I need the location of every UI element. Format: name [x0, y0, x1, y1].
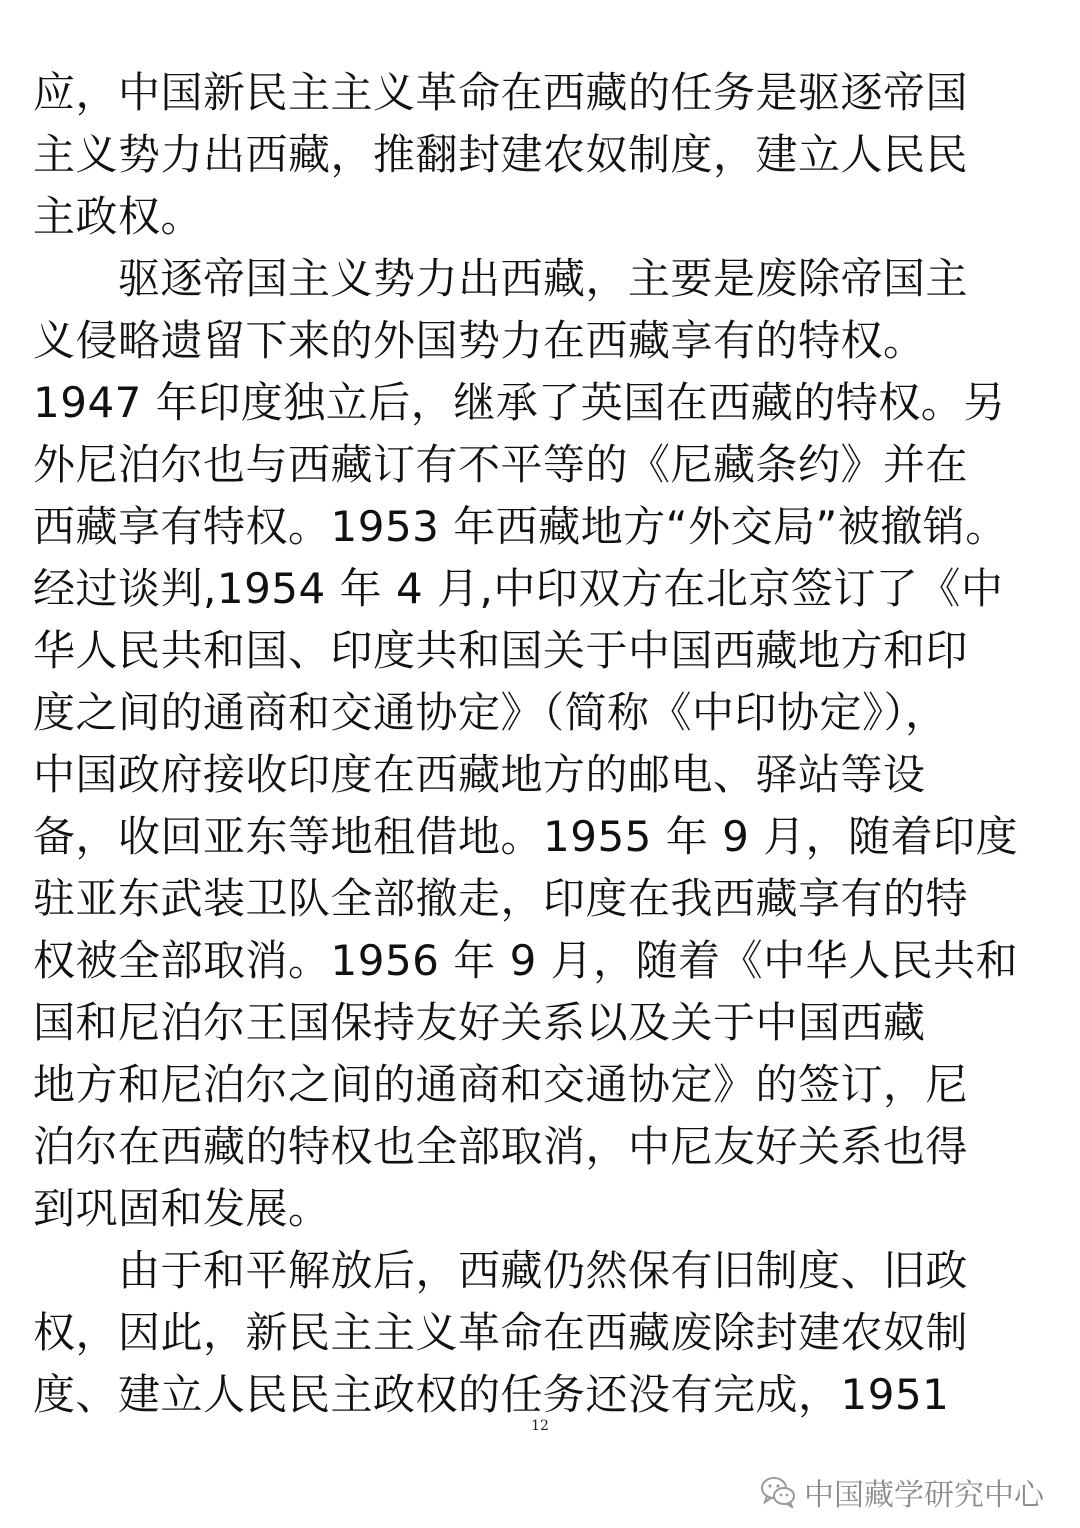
text-line: 到巩固和发展。 [33, 1184, 331, 1233]
text-line: 国和尼泊尔王国保持友好关系以及关于中国西藏 [33, 998, 926, 1047]
text-line: 度之间的通商和交通协定》（简称《中印协定》）， [33, 688, 948, 737]
text-line: 西藏享有特权。1953 年西藏地方“外交局”被撤销。 [33, 502, 1008, 551]
text-line: 应，中国新民主主义革命在西藏的任务是驱逐帝国 [33, 68, 969, 117]
text-line: 权，因此，新民主主义革命在西藏废除封建农奴制 [33, 1308, 969, 1357]
text-line: 备，收回亚东等地租借地。1955 年 9 月，随着印度 [33, 812, 1019, 861]
text-line: 主政权。 [33, 192, 204, 241]
text-line: 权被全部取消。1956 年 9 月，随着《中华人民共和 [33, 936, 1019, 985]
watermark-text: 中国藏学研究中心 [804, 1478, 1044, 1513]
wechat-icon [760, 1476, 796, 1508]
text-line: 经过谈判,1954 年 4 月,中印双方在北京签订了《中 [33, 564, 1004, 613]
page-number: 12 [531, 1418, 549, 1434]
text-line: 中国政府接收印度在西藏地方的邮电、驿站等设 [33, 750, 926, 799]
document-body [33, 62, 1058, 1426]
text-line: 外尼泊尔也与西藏订有不平等的《尼藏条约》并在 [33, 440, 969, 489]
text-line: 华人民共和国、印度共和国关于中国西藏地方和印 [33, 626, 969, 675]
text-line: 驱逐帝国主义势力出西藏，主要是废除帝国主 [33, 254, 969, 303]
text-line: 主义势力出西藏，推翻封建农奴制度，建立人民民 [33, 130, 969, 179]
text-line: 度、建立人民民主政权的任务还没有完成，1951 [33, 1370, 950, 1419]
text-line: 义侵略遗留下来的外国势力在西藏享有的特权。 [33, 316, 926, 365]
text-line: 由于和平解放后，西藏仍然保有旧制度、旧政 [33, 1246, 969, 1295]
text-line: 1947 年印度独立后，继承了英国在西藏的特权。另 [33, 378, 1006, 427]
text-line: 驻亚东武装卫队全部撤走，印度在我西藏享有的特 [33, 874, 969, 923]
text-line: 泊尔在西藏的特权也全部取消，中尼友好关系也得 [33, 1122, 969, 1171]
text-line: 地方和尼泊尔之间的通商和交通协定》的签订，尼 [33, 1060, 969, 1109]
watermark [760, 1470, 1044, 1514]
